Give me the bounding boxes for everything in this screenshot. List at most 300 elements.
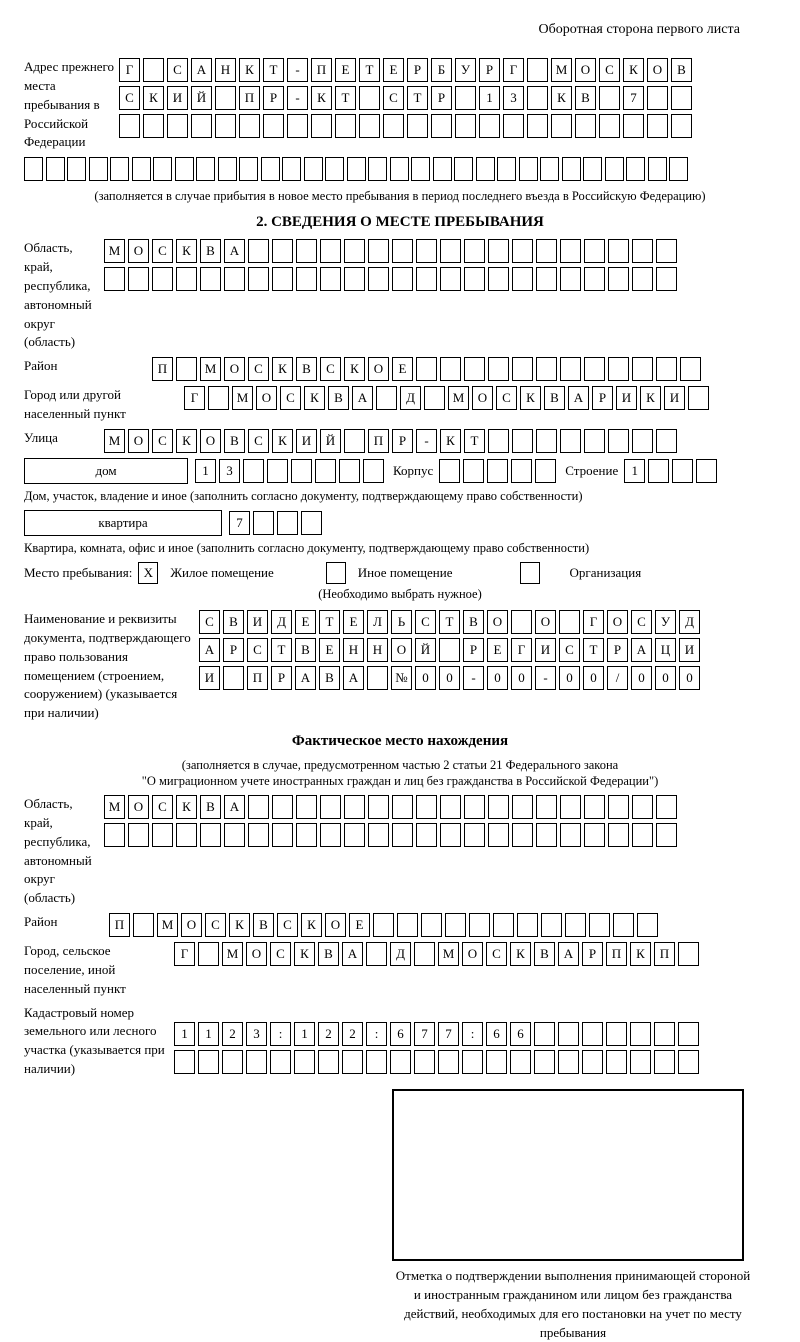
char-cell[interactable]: Н bbox=[215, 58, 236, 82]
char-cell[interactable] bbox=[589, 913, 610, 937]
char-cell[interactable] bbox=[200, 267, 221, 291]
char-cell[interactable] bbox=[656, 357, 677, 381]
char-cell[interactable] bbox=[503, 114, 524, 138]
char-cell[interactable] bbox=[565, 913, 586, 937]
char-cell[interactable] bbox=[671, 86, 692, 110]
char-cell[interactable]: Р bbox=[463, 638, 484, 662]
char-cell[interactable]: В bbox=[296, 357, 317, 381]
char-cell[interactable] bbox=[344, 429, 365, 453]
char-cell[interactable]: К bbox=[294, 942, 315, 966]
char-cell[interactable]: К bbox=[239, 58, 260, 82]
char-cell[interactable] bbox=[558, 1050, 579, 1074]
char-cell[interactable] bbox=[445, 913, 466, 937]
char-cell[interactable] bbox=[104, 267, 125, 291]
char-cell[interactable] bbox=[359, 114, 380, 138]
char-cell[interactable]: А bbox=[558, 942, 579, 966]
char-cell[interactable]: Т bbox=[407, 86, 428, 110]
char-cell[interactable] bbox=[510, 1050, 531, 1074]
char-cell[interactable] bbox=[224, 823, 245, 847]
char-cell[interactable]: С bbox=[119, 86, 140, 110]
char-cell[interactable] bbox=[104, 823, 125, 847]
char-cell[interactable]: О bbox=[256, 386, 277, 410]
char-cell[interactable]: Т bbox=[583, 638, 604, 662]
char-cell[interactable]: П bbox=[311, 58, 332, 82]
char-cell[interactable]: Е bbox=[392, 357, 413, 381]
char-cell[interactable] bbox=[243, 459, 264, 483]
char-cell[interactable] bbox=[438, 1050, 459, 1074]
char-cell[interactable] bbox=[335, 114, 356, 138]
char-cell[interactable]: Р bbox=[607, 638, 628, 662]
char-cell[interactable]: К bbox=[272, 357, 293, 381]
char-cell[interactable] bbox=[535, 459, 556, 483]
char-cell[interactable]: К bbox=[520, 386, 541, 410]
char-cell[interactable] bbox=[431, 114, 452, 138]
char-cell[interactable]: - bbox=[463, 666, 484, 690]
char-cell[interactable]: № bbox=[391, 666, 412, 690]
char-cell[interactable]: 6 bbox=[510, 1022, 531, 1046]
char-cell[interactable] bbox=[512, 267, 533, 291]
char-cell[interactable] bbox=[678, 1022, 699, 1046]
char-cell[interactable] bbox=[272, 239, 293, 263]
char-cell[interactable] bbox=[175, 157, 194, 181]
char-cell[interactable] bbox=[599, 114, 620, 138]
char-cell[interactable]: В bbox=[544, 386, 565, 410]
char-cell[interactable] bbox=[176, 267, 197, 291]
char-cell[interactable] bbox=[416, 823, 437, 847]
char-cell[interactable] bbox=[671, 114, 692, 138]
char-cell[interactable] bbox=[455, 114, 476, 138]
char-cell[interactable]: М bbox=[200, 357, 221, 381]
char-cell[interactable]: О bbox=[224, 357, 245, 381]
char-cell[interactable] bbox=[488, 823, 509, 847]
char-cell[interactable]: 1 bbox=[198, 1022, 219, 1046]
char-cell[interactable] bbox=[407, 114, 428, 138]
char-cell[interactable]: С bbox=[599, 58, 620, 82]
char-cell[interactable]: У bbox=[455, 58, 476, 82]
char-cell[interactable] bbox=[320, 267, 341, 291]
char-cell[interactable] bbox=[253, 511, 274, 535]
char-cell[interactable]: Д bbox=[390, 942, 411, 966]
char-cell[interactable] bbox=[424, 386, 445, 410]
char-cell[interactable]: И bbox=[296, 429, 317, 453]
char-cell[interactable] bbox=[454, 157, 473, 181]
char-cell[interactable] bbox=[440, 239, 461, 263]
char-cell[interactable] bbox=[632, 823, 653, 847]
char-cell[interactable] bbox=[248, 239, 269, 263]
char-cell[interactable]: С bbox=[205, 913, 226, 937]
char-cell[interactable] bbox=[608, 429, 629, 453]
char-cell[interactable]: Н bbox=[367, 638, 388, 662]
char-cell[interactable]: С bbox=[152, 239, 173, 263]
char-cell[interactable]: О bbox=[462, 942, 483, 966]
char-cell[interactable] bbox=[527, 86, 548, 110]
char-cell[interactable] bbox=[416, 267, 437, 291]
char-cell[interactable] bbox=[215, 114, 236, 138]
char-cell[interactable] bbox=[411, 157, 430, 181]
char-cell[interactable]: К bbox=[176, 429, 197, 453]
char-cell[interactable]: Д bbox=[679, 610, 700, 634]
char-cell[interactable] bbox=[605, 157, 624, 181]
char-cell[interactable] bbox=[248, 795, 269, 819]
char-cell[interactable]: М bbox=[104, 239, 125, 263]
char-cell[interactable] bbox=[469, 913, 490, 937]
char-cell[interactable]: Й bbox=[320, 429, 341, 453]
char-cell[interactable]: Р bbox=[392, 429, 413, 453]
char-cell[interactable] bbox=[584, 429, 605, 453]
char-cell[interactable] bbox=[344, 823, 365, 847]
char-cell[interactable] bbox=[464, 239, 485, 263]
char-cell[interactable]: К bbox=[440, 429, 461, 453]
char-cell[interactable]: В bbox=[671, 58, 692, 82]
char-cell[interactable]: С bbox=[631, 610, 652, 634]
char-cell[interactable]: О bbox=[575, 58, 596, 82]
char-cell[interactable] bbox=[647, 114, 668, 138]
char-cell[interactable] bbox=[462, 1050, 483, 1074]
char-cell[interactable]: Р bbox=[263, 86, 284, 110]
char-cell[interactable]: И bbox=[616, 386, 637, 410]
char-cell[interactable] bbox=[647, 86, 668, 110]
char-cell[interactable]: Т bbox=[464, 429, 485, 453]
char-cell[interactable]: С bbox=[496, 386, 517, 410]
char-cell[interactable]: М bbox=[551, 58, 572, 82]
char-cell[interactable]: 7 bbox=[438, 1022, 459, 1046]
char-cell[interactable] bbox=[623, 114, 644, 138]
char-cell[interactable]: К bbox=[311, 86, 332, 110]
char-cell[interactable] bbox=[632, 239, 653, 263]
char-cell[interactable]: Е bbox=[487, 638, 508, 662]
apartment-type-box[interactable]: квартира bbox=[24, 510, 222, 536]
char-cell[interactable] bbox=[669, 157, 688, 181]
char-cell[interactable]: Т bbox=[319, 610, 340, 634]
char-cell[interactable]: / bbox=[607, 666, 628, 690]
char-cell[interactable] bbox=[560, 429, 581, 453]
char-cell[interactable] bbox=[630, 1022, 651, 1046]
char-cell[interactable]: Г bbox=[503, 58, 524, 82]
char-cell[interactable] bbox=[174, 1050, 195, 1074]
char-cell[interactable]: Е bbox=[319, 638, 340, 662]
char-cell[interactable]: Н bbox=[343, 638, 364, 662]
char-cell[interactable] bbox=[291, 459, 312, 483]
char-cell[interactable]: : bbox=[270, 1022, 291, 1046]
char-cell[interactable] bbox=[599, 86, 620, 110]
char-cell[interactable]: 2 bbox=[342, 1022, 363, 1046]
char-cell[interactable] bbox=[551, 114, 572, 138]
char-cell[interactable]: И bbox=[247, 610, 268, 634]
house-type-box[interactable]: дом bbox=[24, 458, 188, 484]
char-cell[interactable]: С bbox=[559, 638, 580, 662]
char-cell[interactable]: С bbox=[486, 942, 507, 966]
char-cell[interactable]: Ь bbox=[391, 610, 412, 634]
checkbox-inoe[interactable] bbox=[326, 562, 346, 584]
char-cell[interactable]: В bbox=[463, 610, 484, 634]
char-cell[interactable]: Р bbox=[582, 942, 603, 966]
char-cell[interactable]: М bbox=[438, 942, 459, 966]
char-cell[interactable] bbox=[656, 267, 677, 291]
char-cell[interactable] bbox=[296, 795, 317, 819]
char-cell[interactable]: Й bbox=[191, 86, 212, 110]
char-cell[interactable] bbox=[277, 511, 298, 535]
char-cell[interactable] bbox=[152, 267, 173, 291]
char-cell[interactable]: Л bbox=[367, 610, 388, 634]
char-cell[interactable]: 7 bbox=[623, 86, 644, 110]
char-cell[interactable] bbox=[583, 157, 602, 181]
char-cell[interactable] bbox=[392, 795, 413, 819]
char-cell[interactable]: А bbox=[631, 638, 652, 662]
char-cell[interactable] bbox=[320, 239, 341, 263]
char-cell[interactable] bbox=[440, 795, 461, 819]
char-cell[interactable]: К bbox=[304, 386, 325, 410]
char-cell[interactable] bbox=[320, 823, 341, 847]
char-cell[interactable]: О bbox=[246, 942, 267, 966]
char-cell[interactable]: О bbox=[181, 913, 202, 937]
char-cell[interactable] bbox=[608, 267, 629, 291]
char-cell[interactable] bbox=[575, 114, 596, 138]
char-cell[interactable] bbox=[89, 157, 108, 181]
char-cell[interactable]: А bbox=[295, 666, 316, 690]
char-cell[interactable]: В bbox=[200, 795, 221, 819]
char-cell[interactable]: Р bbox=[592, 386, 613, 410]
char-cell[interactable]: 3 bbox=[219, 459, 240, 483]
char-cell[interactable]: У bbox=[655, 610, 676, 634]
char-cell[interactable]: П bbox=[247, 666, 268, 690]
char-cell[interactable] bbox=[632, 267, 653, 291]
char-cell[interactable] bbox=[176, 357, 197, 381]
char-cell[interactable] bbox=[368, 795, 389, 819]
char-cell[interactable]: В bbox=[575, 86, 596, 110]
char-cell[interactable] bbox=[536, 267, 557, 291]
char-cell[interactable] bbox=[512, 357, 533, 381]
char-cell[interactable]: К bbox=[176, 795, 197, 819]
char-cell[interactable] bbox=[656, 239, 677, 263]
char-cell[interactable] bbox=[637, 913, 658, 937]
char-cell[interactable] bbox=[215, 86, 236, 110]
char-cell[interactable]: - bbox=[416, 429, 437, 453]
char-cell[interactable] bbox=[560, 357, 581, 381]
char-cell[interactable] bbox=[272, 823, 293, 847]
char-cell[interactable] bbox=[368, 823, 389, 847]
char-cell[interactable] bbox=[261, 157, 280, 181]
char-cell[interactable]: О bbox=[535, 610, 556, 634]
char-cell[interactable] bbox=[239, 157, 258, 181]
char-cell[interactable] bbox=[383, 114, 404, 138]
char-cell[interactable]: Т bbox=[335, 86, 356, 110]
char-cell[interactable]: Р bbox=[479, 58, 500, 82]
char-cell[interactable]: Г bbox=[184, 386, 205, 410]
char-cell[interactable] bbox=[392, 267, 413, 291]
char-cell[interactable] bbox=[248, 267, 269, 291]
char-cell[interactable] bbox=[511, 459, 532, 483]
char-cell[interactable] bbox=[488, 357, 509, 381]
char-cell[interactable] bbox=[455, 86, 476, 110]
char-cell[interactable]: Т bbox=[263, 58, 284, 82]
char-cell[interactable] bbox=[414, 1050, 435, 1074]
char-cell[interactable]: 2 bbox=[318, 1022, 339, 1046]
char-cell[interactable]: 1 bbox=[479, 86, 500, 110]
char-cell[interactable] bbox=[678, 942, 699, 966]
char-cell[interactable] bbox=[366, 1050, 387, 1074]
char-cell[interactable] bbox=[608, 823, 629, 847]
char-cell[interactable] bbox=[304, 157, 323, 181]
char-cell[interactable] bbox=[562, 157, 581, 181]
char-cell[interactable]: К bbox=[630, 942, 651, 966]
char-cell[interactable]: О bbox=[128, 429, 149, 453]
char-cell[interactable] bbox=[301, 511, 322, 535]
char-cell[interactable]: Е bbox=[335, 58, 356, 82]
char-cell[interactable]: К bbox=[229, 913, 250, 937]
char-cell[interactable] bbox=[519, 157, 538, 181]
char-cell[interactable]: 0 bbox=[583, 666, 604, 690]
char-cell[interactable] bbox=[584, 357, 605, 381]
char-cell[interactable]: И bbox=[167, 86, 188, 110]
char-cell[interactable]: О bbox=[647, 58, 668, 82]
char-cell[interactable] bbox=[344, 795, 365, 819]
char-cell[interactable] bbox=[488, 239, 509, 263]
char-cell[interactable] bbox=[143, 114, 164, 138]
char-cell[interactable] bbox=[128, 267, 149, 291]
char-cell[interactable]: О bbox=[128, 795, 149, 819]
char-cell[interactable]: С bbox=[320, 357, 341, 381]
char-cell[interactable] bbox=[464, 823, 485, 847]
char-cell[interactable] bbox=[488, 429, 509, 453]
char-cell[interactable] bbox=[342, 1050, 363, 1074]
char-cell[interactable]: О bbox=[607, 610, 628, 634]
char-cell[interactable]: В bbox=[295, 638, 316, 662]
char-cell[interactable] bbox=[119, 114, 140, 138]
char-cell[interactable] bbox=[536, 823, 557, 847]
char-cell[interactable] bbox=[536, 357, 557, 381]
char-cell[interactable]: 2 bbox=[222, 1022, 243, 1046]
char-cell[interactable]: 1 bbox=[174, 1022, 195, 1046]
char-cell[interactable] bbox=[654, 1022, 675, 1046]
char-cell[interactable]: С bbox=[280, 386, 301, 410]
char-cell[interactable]: В bbox=[224, 429, 245, 453]
char-cell[interactable]: Р bbox=[223, 638, 244, 662]
char-cell[interactable] bbox=[248, 823, 269, 847]
char-cell[interactable] bbox=[630, 1050, 651, 1074]
char-cell[interactable] bbox=[541, 913, 562, 937]
char-cell[interactable]: Т bbox=[359, 58, 380, 82]
char-cell[interactable] bbox=[198, 1050, 219, 1074]
char-cell[interactable] bbox=[536, 795, 557, 819]
char-cell[interactable] bbox=[315, 459, 336, 483]
char-cell[interactable] bbox=[680, 357, 701, 381]
char-cell[interactable]: : bbox=[462, 1022, 483, 1046]
char-cell[interactable] bbox=[632, 429, 653, 453]
char-cell[interactable]: В bbox=[200, 239, 221, 263]
char-cell[interactable]: К bbox=[344, 357, 365, 381]
char-cell[interactable]: Р bbox=[407, 58, 428, 82]
char-cell[interactable]: Г bbox=[119, 58, 140, 82]
char-cell[interactable] bbox=[536, 239, 557, 263]
char-cell[interactable] bbox=[540, 157, 559, 181]
char-cell[interactable] bbox=[512, 795, 533, 819]
char-cell[interactable]: О bbox=[368, 357, 389, 381]
char-cell[interactable] bbox=[656, 823, 677, 847]
char-cell[interactable] bbox=[512, 429, 533, 453]
char-cell[interactable] bbox=[558, 1022, 579, 1046]
char-cell[interactable] bbox=[560, 267, 581, 291]
char-cell[interactable] bbox=[392, 239, 413, 263]
char-cell[interactable] bbox=[493, 913, 514, 937]
char-cell[interactable] bbox=[584, 239, 605, 263]
char-cell[interactable]: - bbox=[287, 58, 308, 82]
char-cell[interactable] bbox=[559, 610, 580, 634]
char-cell[interactable]: О bbox=[128, 239, 149, 263]
char-cell[interactable] bbox=[416, 357, 437, 381]
char-cell[interactable] bbox=[223, 666, 244, 690]
char-cell[interactable] bbox=[368, 157, 387, 181]
char-cell[interactable]: А bbox=[343, 666, 364, 690]
char-cell[interactable] bbox=[270, 1050, 291, 1074]
char-cell[interactable] bbox=[654, 1050, 675, 1074]
char-cell[interactable] bbox=[152, 823, 173, 847]
char-cell[interactable]: П bbox=[654, 942, 675, 966]
char-cell[interactable] bbox=[222, 1050, 243, 1074]
char-cell[interactable] bbox=[339, 459, 360, 483]
char-cell[interactable]: 0 bbox=[415, 666, 436, 690]
char-cell[interactable] bbox=[368, 267, 389, 291]
char-cell[interactable]: С bbox=[199, 610, 220, 634]
char-cell[interactable]: В bbox=[328, 386, 349, 410]
char-cell[interactable]: М bbox=[448, 386, 469, 410]
char-cell[interactable]: Т bbox=[439, 610, 460, 634]
char-cell[interactable]: С bbox=[247, 638, 268, 662]
char-cell[interactable]: О bbox=[325, 913, 346, 937]
char-cell[interactable] bbox=[672, 459, 693, 483]
char-cell[interactable] bbox=[416, 239, 437, 263]
char-cell[interactable] bbox=[67, 157, 86, 181]
char-cell[interactable] bbox=[584, 795, 605, 819]
char-cell[interactable] bbox=[582, 1050, 603, 1074]
char-cell[interactable]: Р bbox=[271, 666, 292, 690]
char-cell[interactable] bbox=[320, 795, 341, 819]
char-cell[interactable] bbox=[648, 459, 669, 483]
char-cell[interactable]: С bbox=[277, 913, 298, 937]
char-cell[interactable]: О bbox=[472, 386, 493, 410]
char-cell[interactable] bbox=[626, 157, 645, 181]
char-cell[interactable] bbox=[536, 429, 557, 453]
char-cell[interactable]: В bbox=[319, 666, 340, 690]
char-cell[interactable]: А bbox=[224, 795, 245, 819]
char-cell[interactable]: 3 bbox=[246, 1022, 267, 1046]
char-cell[interactable] bbox=[608, 239, 629, 263]
char-cell[interactable]: М bbox=[222, 942, 243, 966]
char-cell[interactable]: 1 bbox=[195, 459, 216, 483]
char-cell[interactable] bbox=[246, 1050, 267, 1074]
char-cell[interactable]: К bbox=[301, 913, 322, 937]
char-cell[interactable]: А bbox=[568, 386, 589, 410]
char-cell[interactable] bbox=[296, 823, 317, 847]
char-cell[interactable] bbox=[512, 823, 533, 847]
char-cell[interactable] bbox=[344, 267, 365, 291]
char-cell[interactable] bbox=[608, 795, 629, 819]
char-cell[interactable] bbox=[373, 913, 394, 937]
char-cell[interactable] bbox=[608, 357, 629, 381]
char-cell[interactable]: С bbox=[383, 86, 404, 110]
char-cell[interactable]: 1 bbox=[624, 459, 645, 483]
char-cell[interactable] bbox=[632, 357, 653, 381]
char-cell[interactable]: Ц bbox=[655, 638, 676, 662]
char-cell[interactable]: М bbox=[104, 795, 125, 819]
char-cell[interactable] bbox=[128, 823, 149, 847]
char-cell[interactable]: 0 bbox=[487, 666, 508, 690]
char-cell[interactable] bbox=[414, 942, 435, 966]
char-cell[interactable]: 0 bbox=[511, 666, 532, 690]
char-cell[interactable]: С bbox=[248, 357, 269, 381]
char-cell[interactable] bbox=[263, 114, 284, 138]
char-cell[interactable]: К bbox=[623, 58, 644, 82]
char-cell[interactable]: В bbox=[223, 610, 244, 634]
